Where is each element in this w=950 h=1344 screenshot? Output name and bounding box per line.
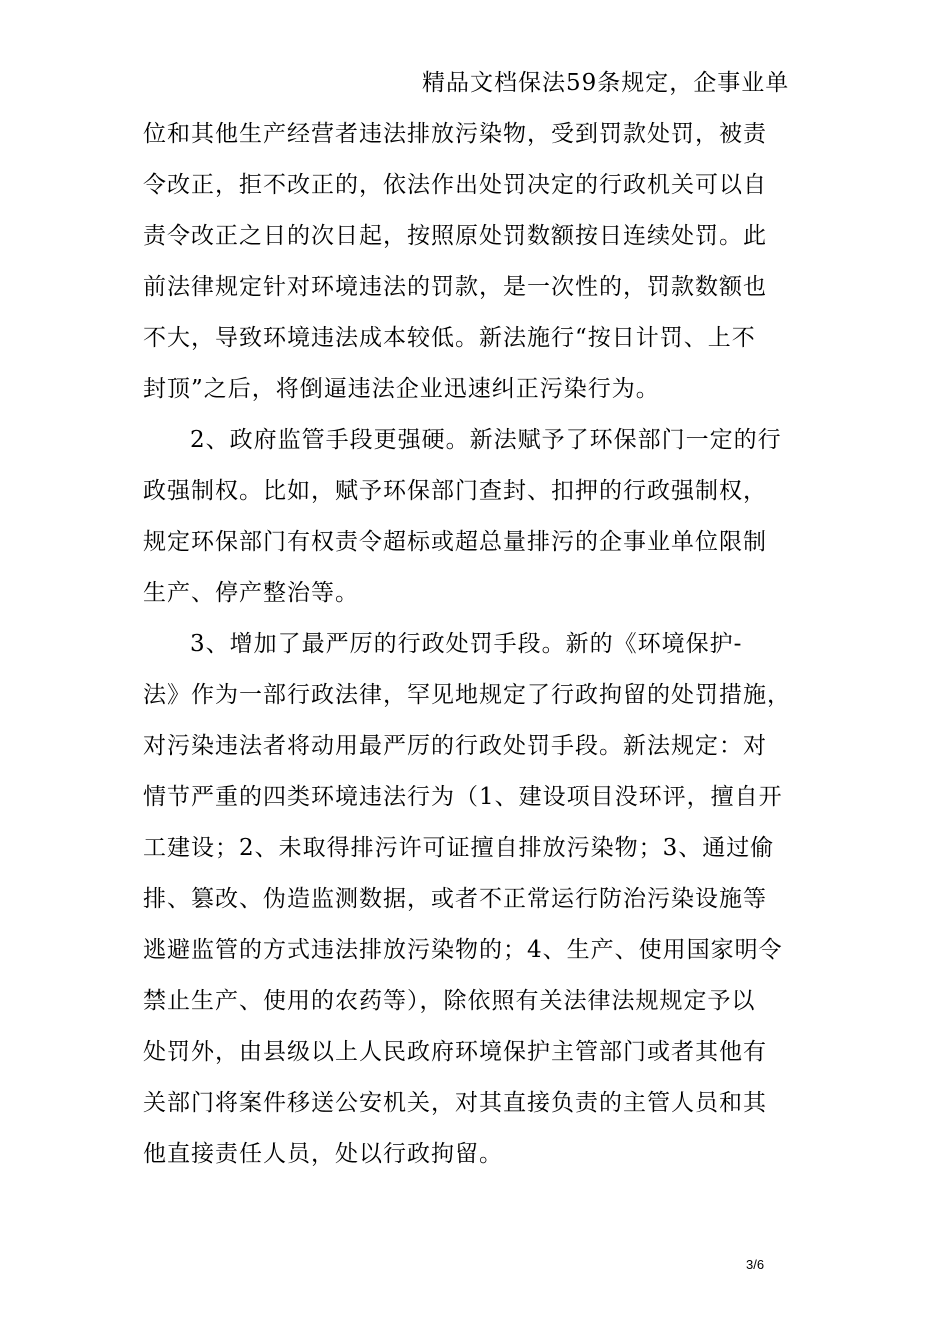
text-line: 逃避监管的方式违法排放污染物的；4、生产、使用国家明令 [143,937,783,963]
text-line: 前法律规定针对环境违法的罚款，是一次性的，罚款数额也 [143,274,767,300]
text-line: 责令改正之日的次日起，按照原处罚数额按日连续处罚。此 [143,223,767,249]
text-line: 工建设；2、未取得排污许可证擅自排放污染物；3、通过偷 [143,835,775,861]
text-line: 法》作为一部行政法律，罕见地规定了行政拘留的处罚措施， [143,682,791,708]
body-text [143,58,823,1180]
text-line: 关部门将案件移送公安机关，对其直接负责的主管人员和其 [143,1090,767,1116]
text-line: 处罚外，由县级以上人民政府环境保护主管部门或者其他有 [143,1039,767,1065]
text-line: 情节严重的四类环境违法行为（1、建设项目没环评，擅自开 [143,784,783,810]
text-line: 不大，导致环境违法成本较低。新法施行“按日计罚、上不 [143,325,756,351]
text-line: 禁止生产、使用的农药等），除依照有关法律法规规定予以 [143,988,756,1014]
text-line: 令改正，拒不改正的，依法作出处罚决定的行政机关可以自 [143,172,767,198]
text-line: 排、篡改、伪造监测数据，或者不正常运行防治污染设施等 [143,886,767,912]
text-line: 精品文档保法59条规定，企事业单 [422,70,790,96]
text-line: 政强制权。比如，赋予环保部门查封、扣押的行政强制权， [143,478,767,504]
page-number: 3/6 [746,1257,765,1272]
text-line: 对污染违法者将动用最严厉的行政处罚手段。新法规定：对 [143,733,767,759]
text-line: 他直接责任人员，处以行政拘留。 [143,1141,503,1167]
text-line: 2、政府监管手段更强硬。新法赋予了环保部门一定的行 [190,427,782,453]
text-line: 生产、停产整治等。 [143,580,359,606]
text-line: 封顶”之后，将倒逼违法企业迅速纠正污染行为。 [143,376,660,402]
text-line: 3、增加了最严厉的行政处罚手段。新的《环境保护- [190,631,743,657]
text-line: 规定环保部门有权责令超标或超总量排污的企事业单位限制 [143,529,767,555]
text-line: 位和其他生产经营者违法排放污染物，受到罚款处罚，被责 [143,121,767,147]
